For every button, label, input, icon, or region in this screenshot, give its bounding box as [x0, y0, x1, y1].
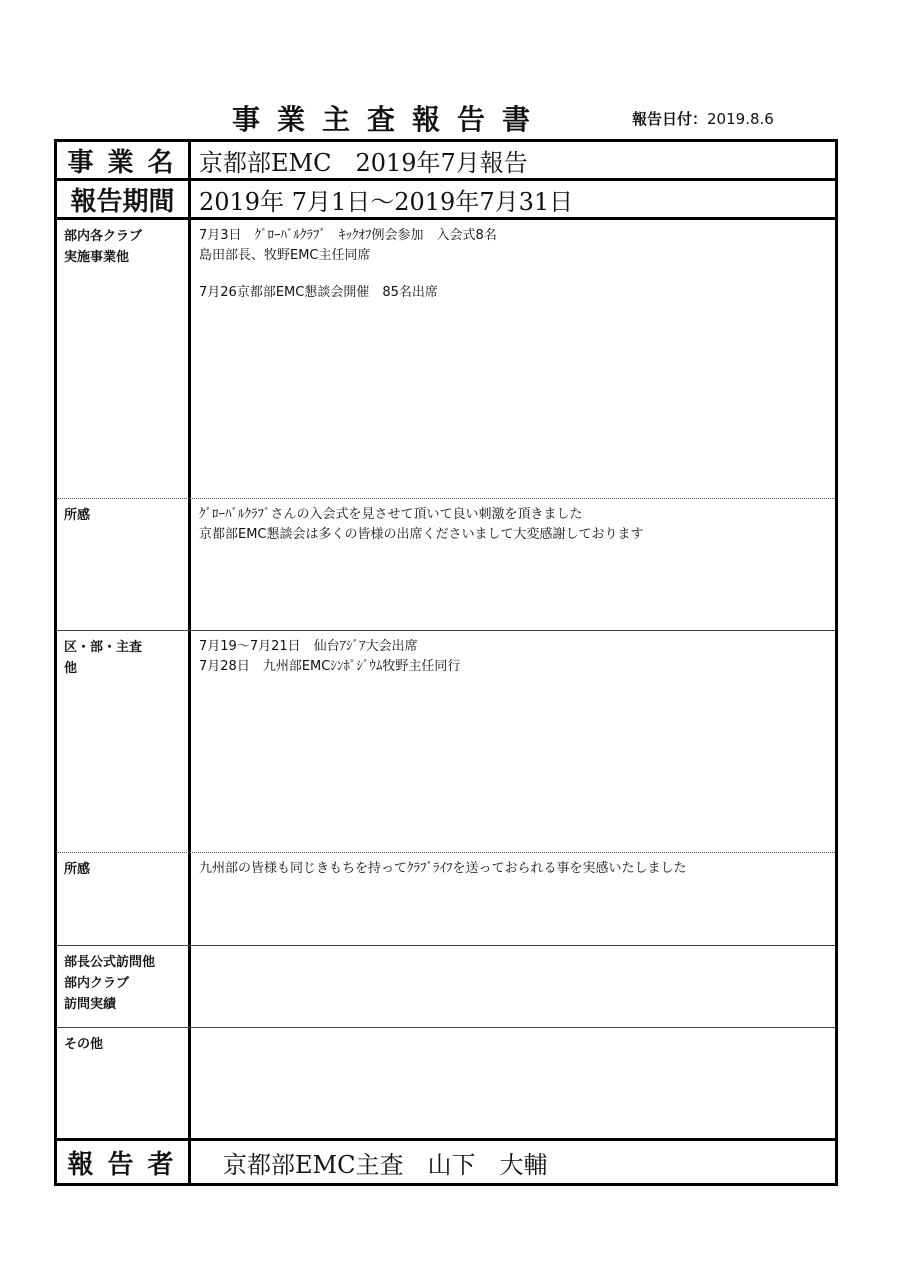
impression-1-label: 所感 — [64, 508, 91, 523]
impression-2-label: 所感 — [64, 862, 91, 877]
business-name-label: 事業名 — [67, 147, 188, 178]
impression-line: ｸﾞﾛｰﾊﾞﾙｸﾗﾌﾞさんの入会式を見させて頂いて良い刺激を頂きました — [199, 507, 583, 522]
business-name-row — [57, 142, 835, 181]
report-date-value: 2019.8.6 — [707, 110, 774, 128]
club-activities-content — [199, 226, 825, 303]
report-date — [632, 108, 774, 129]
club-activities-row — [57, 220, 835, 499]
report-date-label: 報告日付： — [632, 110, 708, 128]
official-visits-row — [57, 946, 835, 1028]
club-activity-line — [199, 266, 825, 283]
impression-2-content — [199, 859, 825, 879]
report-period-value: 2019年 7月1日～2019年7月31日 — [199, 187, 574, 216]
other-label: その他 — [64, 1037, 104, 1052]
other-row — [57, 1028, 835, 1141]
report-period-row — [57, 181, 835, 220]
district-activities-content — [199, 637, 825, 677]
district-activity-line: 7月28日 九州部EMCｼﾝﾎﾟｼﾞｳﾑ牧野主任同行 — [199, 659, 461, 674]
club-activity-line: 7月3日 ｸﾞﾛｰﾊﾞﾙｸﾗﾌﾞ ｷｯｸｵﾌ例会参加 入会式8名 — [199, 228, 497, 243]
impression-2-row — [57, 853, 835, 946]
reporter-label: 報告者 — [67, 1149, 188, 1180]
official-visits-label: 部長公式訪問他 部内クラブ 訪問実績 — [64, 955, 156, 1012]
district-activity-line: 7月19～7月21日 仙台ｱｼﾞｱ大会出席 — [199, 639, 418, 654]
document-title: 事業主査報告書 — [232, 103, 548, 136]
reporter-row — [57, 1141, 835, 1183]
business-name-value: 京都部EMC 2019年7月報告 — [199, 148, 528, 177]
impression-line: 京都部EMC懇談会は多くの皆様の出席くださいまして大変感謝しております — [199, 527, 644, 542]
club-activities-label: 部内各クラブ 実施事業他 — [64, 229, 143, 265]
club-activity-line: 島田部長、牧野EMC主任同席 — [199, 248, 371, 263]
club-activity-line: 7月26京都部EMC懇談会開催 85名出席 — [199, 285, 438, 300]
district-activities-row — [57, 631, 835, 853]
reporter-value: 京都部EMC主査 山下 大輔 — [223, 1150, 548, 1179]
report-period-label: 報告期間 — [70, 186, 175, 217]
report-form — [54, 139, 838, 1186]
district-activities-label: 区・部・主査 他 — [64, 640, 143, 676]
impression-line: 九州部の皆様も同じきもちを持ってｸﾗﾌﾞﾗｲﾌを送っておられる事を実感いたしました — [199, 861, 687, 876]
impression-1-content — [199, 505, 825, 545]
impression-1-row — [57, 499, 835, 631]
